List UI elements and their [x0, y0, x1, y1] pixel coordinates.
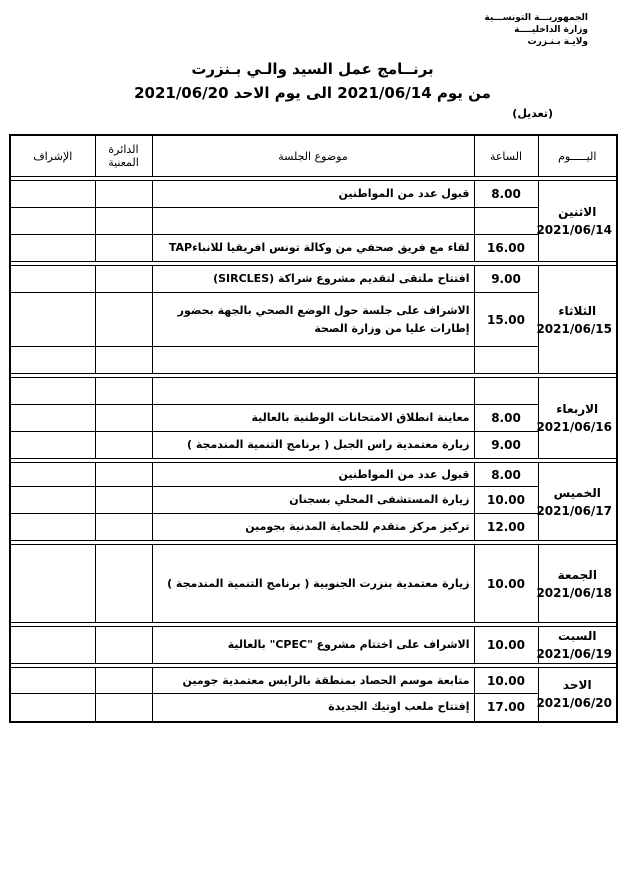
table-row [10, 627, 617, 664]
dept-cell [95, 181, 152, 208]
header-line1: الجمهوريـــة التونســـية [484, 13, 588, 23]
program-date-range: من يوم 2021/06/14 الى يوم الاحد 2021/06/20 [134, 84, 491, 102]
time-cell: 12.00 [474, 514, 538, 541]
header-line3: ولايـة بـنـزرت [527, 37, 588, 47]
table-row [10, 545, 617, 623]
supervision-cell [10, 668, 95, 694]
time-cell: 10.00 [474, 668, 538, 694]
day-cell [538, 463, 617, 541]
subject-cell: تركيز مركز متقدم للحماية المدنية بجومين [152, 514, 474, 541]
supervision-cell [10, 463, 95, 487]
dept-cell [95, 293, 152, 347]
dept-cell [95, 694, 152, 722]
day-name: الاثنين [558, 205, 597, 219]
time-cell: 10.00 [474, 627, 538, 664]
supervision-cell [10, 181, 95, 208]
table-row [10, 694, 617, 722]
dept-cell [95, 266, 152, 293]
day-cell [538, 668, 617, 722]
table-row [10, 235, 617, 262]
subject-cell [152, 378, 474, 405]
dept-cell [95, 347, 152, 374]
time-cell: 8.00 [474, 463, 538, 487]
time-cell: 15.00 [474, 293, 538, 347]
time-cell [474, 208, 538, 235]
supervision-cell [10, 487, 95, 514]
day-cell [538, 545, 617, 623]
dept-cell [95, 668, 152, 694]
supervision-cell [10, 694, 95, 722]
day-date: 2021/06/14 [536, 223, 612, 237]
subject-cell: افتتاح ملتقى لتقديم مشروع شراكة (SIRCLES) [152, 266, 474, 293]
table-row [10, 347, 617, 374]
day-cell [538, 378, 617, 459]
table-row [10, 668, 617, 694]
time-cell: 8.00 [474, 405, 538, 432]
dept-cell [95, 378, 152, 405]
day-date: 2021/06/20 [536, 696, 612, 711]
table-row [10, 181, 617, 208]
time-cell: 17.00 [474, 694, 538, 722]
day-name: الثلاثاء [558, 303, 597, 318]
subject-cell: الاشراف على جلسة حول الوضع الصحي بالجهة بحضور إطارات عليا من وزارة الصحة [152, 293, 474, 347]
table-row [10, 208, 617, 235]
amendment-note: (تعديل) [512, 107, 553, 120]
time-cell: 9.00 [474, 432, 538, 459]
subject-cell [152, 208, 474, 235]
supervision-cell [10, 432, 95, 459]
day-name: الخميس [553, 485, 601, 500]
day-date: 2021/06/18 [536, 585, 612, 600]
time-cell [474, 347, 538, 374]
subject-cell: لقاء مع فريق صحفي من وكالة تونس افريقيا للانباءTAP [152, 235, 474, 262]
ministry-header [484, 12, 588, 48]
dept-cell [95, 545, 152, 623]
day-date: 2021/06/15 [536, 321, 612, 336]
supervision-cell [10, 293, 95, 347]
col-supervision: الإشراف [10, 135, 95, 177]
table-header-row [10, 135, 617, 177]
header-line2: وزارة الداخليــــة [514, 25, 588, 35]
day-cell [538, 266, 617, 374]
table-row [10, 432, 617, 459]
supervision-cell [10, 378, 95, 405]
day-name: الاحد [562, 678, 592, 693]
subject-cell: قبول عدد من المواطنين [152, 463, 474, 487]
dept-cell [95, 432, 152, 459]
dept-cell [95, 463, 152, 487]
supervision-cell [10, 514, 95, 541]
table-row [10, 266, 617, 293]
table-row [10, 405, 617, 432]
day-date: 2021/06/17 [536, 503, 612, 518]
day-cell [538, 627, 617, 664]
col-subject: موضوع الجلسة [152, 135, 474, 177]
time-cell: 8.00 [474, 181, 538, 208]
dept-cell [95, 487, 152, 514]
table-row [10, 378, 617, 405]
subject-cell: معاينة انطلاق الامتحانات الوطنية بالعالية [152, 405, 474, 432]
day-name: السبت [558, 629, 597, 643]
day-name: الاربعاء [556, 402, 599, 416]
day-date: 2021/06/16 [536, 420, 612, 434]
subject-cell: زيارة معتمدية راس الجبل ( برنامج التنمية المندمجة ) [152, 432, 474, 459]
dept-cell [95, 208, 152, 235]
supervision-cell [10, 208, 95, 235]
table-row [10, 293, 617, 347]
subject-cell: الاشراف على اختتام مشروع "CPEC" بالعالية [152, 627, 474, 664]
table-row [10, 514, 617, 541]
table-row [10, 487, 617, 514]
supervision-cell [10, 405, 95, 432]
time-cell: 9.00 [474, 266, 538, 293]
dept-cell [95, 514, 152, 541]
subject-cell: قبول عدد من المواطنين [152, 181, 474, 208]
day-cell [538, 181, 617, 262]
subject-cell: متابعة موسم الحصاد بمنطقة بالرايس معتمدية جومين [152, 668, 474, 694]
col-day: اليـــــوم [538, 135, 617, 177]
subject-cell: زيارة المستشفى المحلي بسجنان [152, 487, 474, 514]
dept-cell [95, 627, 152, 664]
supervision-cell [10, 545, 95, 623]
time-cell: 16.00 [474, 235, 538, 262]
col-time: الساعة [474, 135, 538, 177]
supervision-cell [10, 627, 95, 664]
time-cell: 10.00 [474, 545, 538, 623]
supervision-cell [10, 235, 95, 262]
dept-cell [95, 405, 152, 432]
subject-cell [152, 347, 474, 374]
schedule-table [9, 134, 618, 723]
subject-cell: زيارة معتمدية بنزرت الجنوبية ( برنامج التنمية المندمجة ) [152, 545, 474, 623]
program-title: برنــامج عمل السيد والـي بـنزرت [191, 60, 434, 78]
day-date: 2021/06/19 [536, 647, 612, 661]
col-dept: الدائرة المعنية [95, 135, 152, 177]
time-cell [474, 378, 538, 405]
supervision-cell [10, 347, 95, 374]
time-cell: 10.00 [474, 487, 538, 514]
table-row [10, 463, 617, 487]
supervision-cell [10, 266, 95, 293]
day-name: الجمعة [557, 567, 597, 582]
subject-cell: إفتتاح ملعب اوتيك الجديدة [152, 694, 474, 722]
dept-cell [95, 235, 152, 262]
